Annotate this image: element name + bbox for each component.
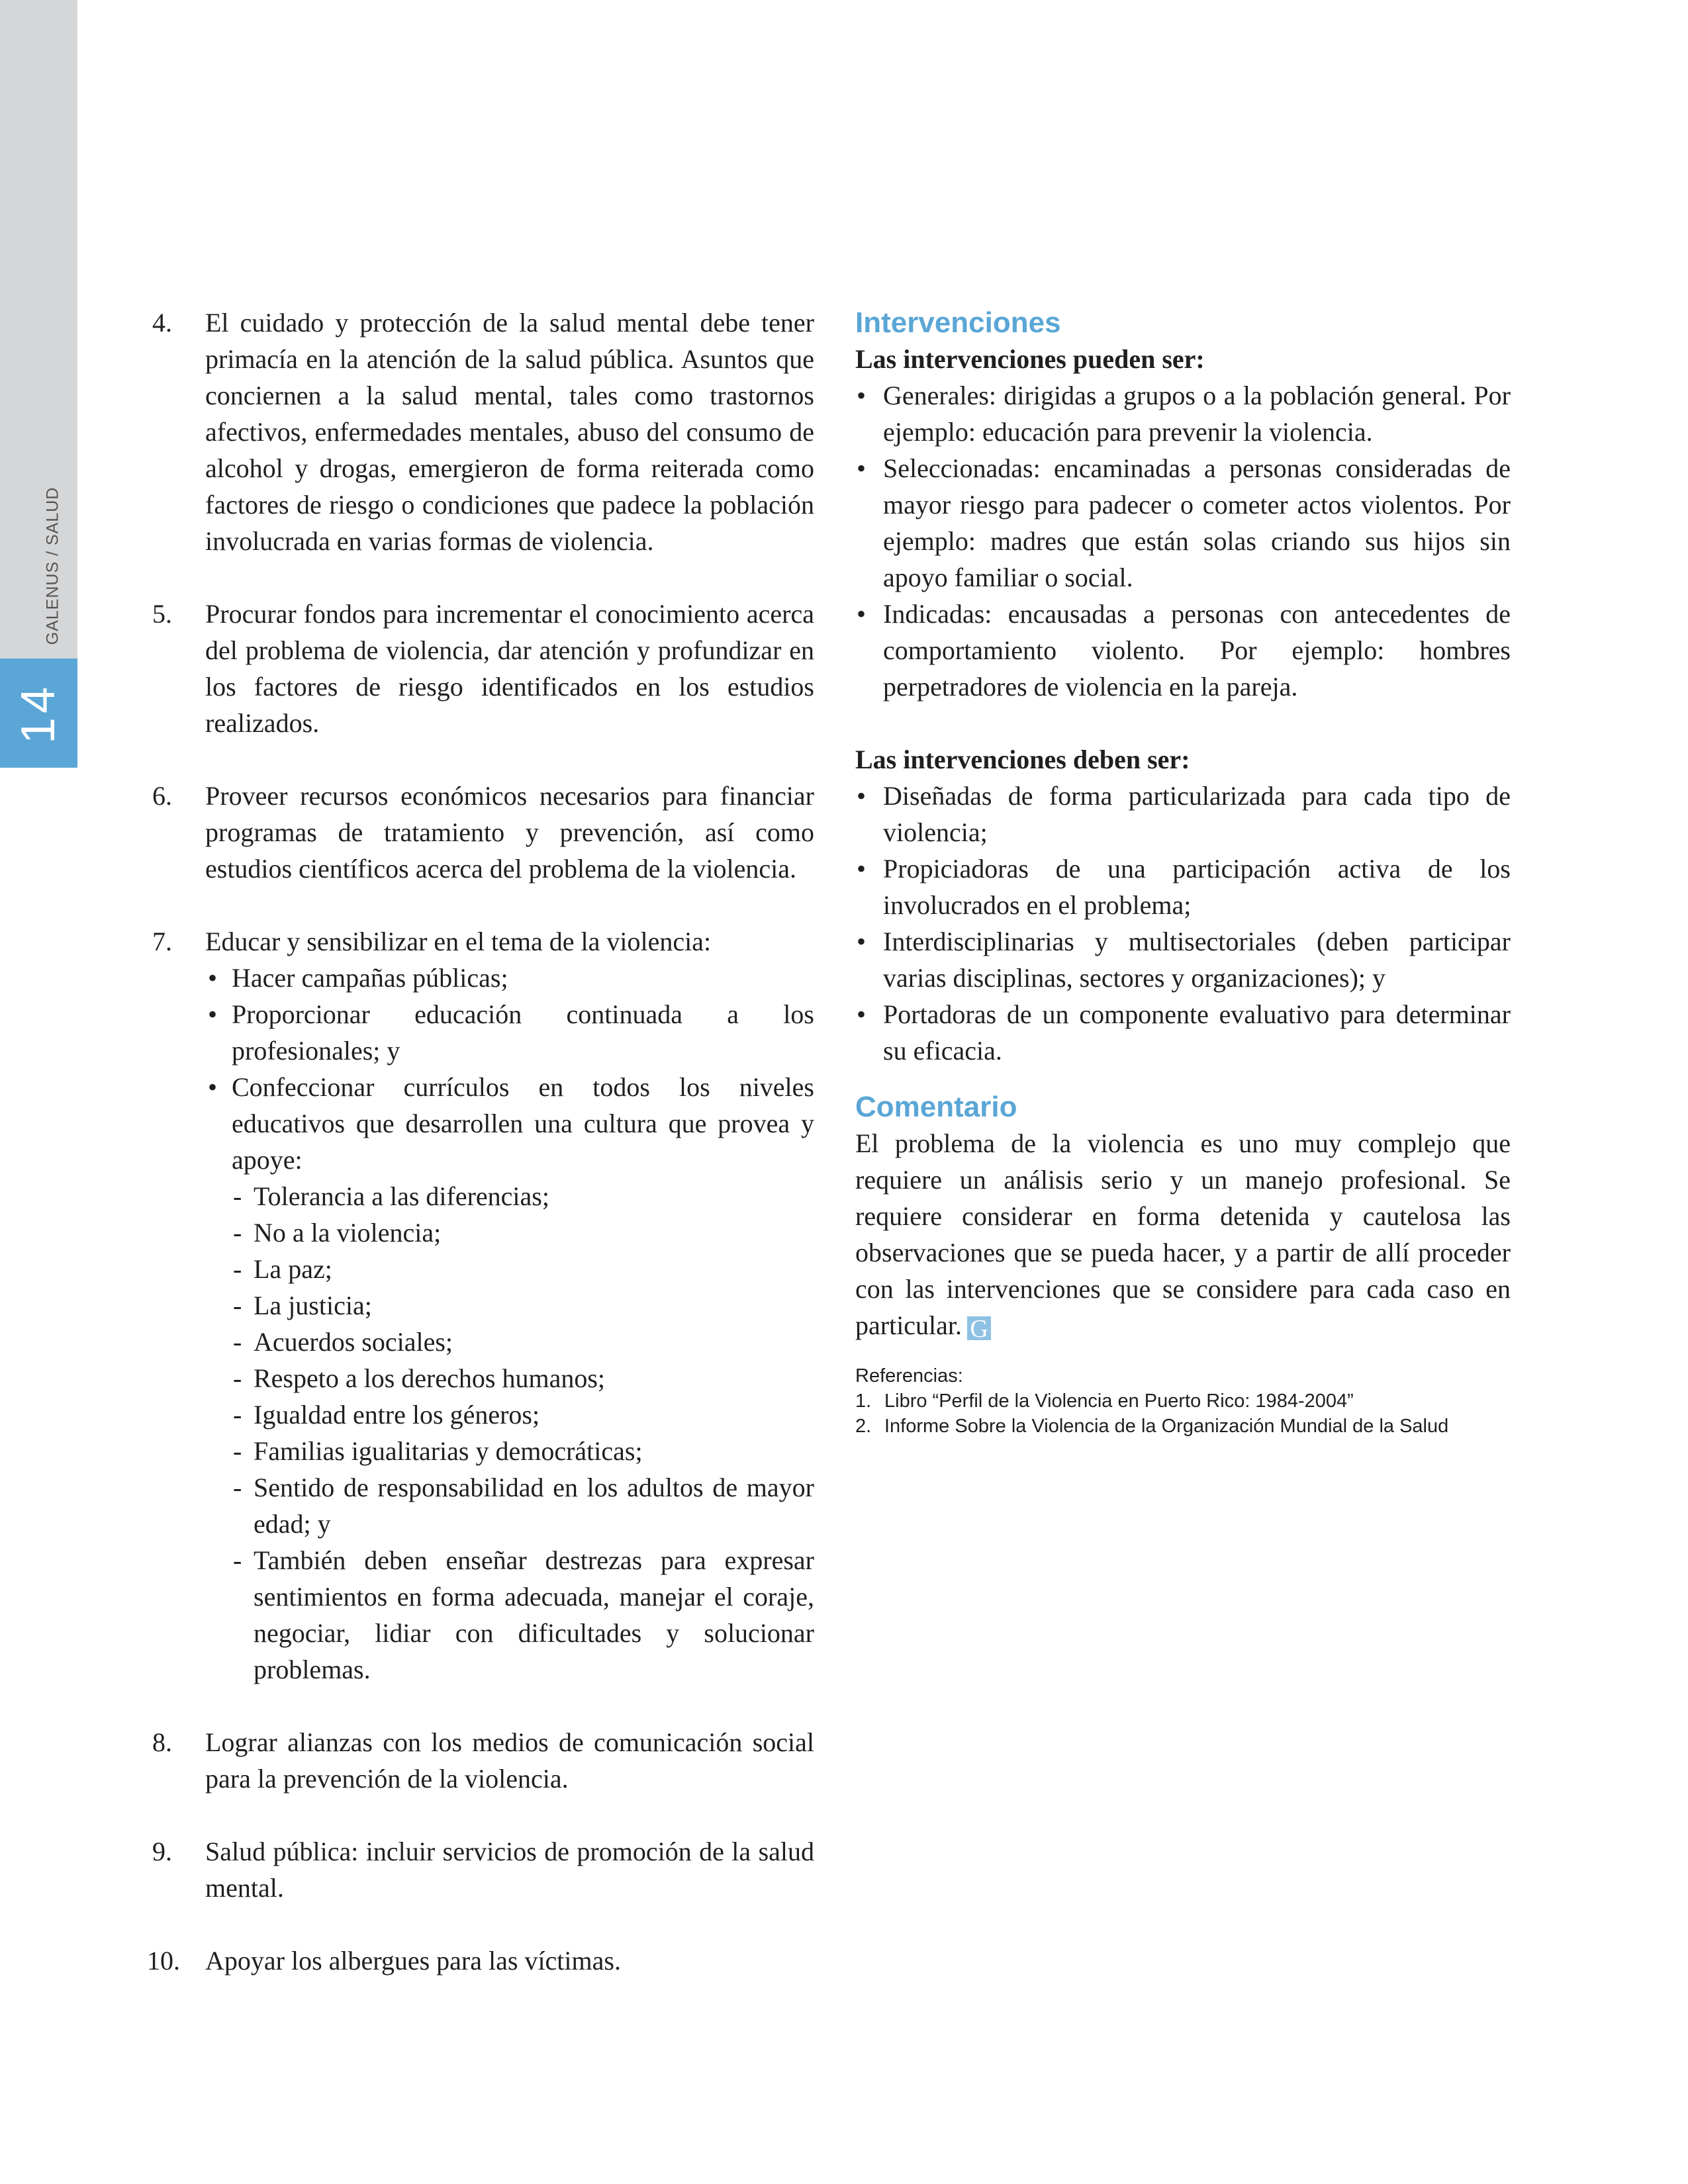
page-number: 14 <box>12 682 65 745</box>
reference-text: Libro “Perfil de la Violencia en Puerto Rico: 1984-2004” <box>884 1390 1354 1412</box>
reference-item <box>855 1388 1511 1414</box>
reference-number: 1. <box>855 1390 872 1412</box>
end-mark-icon: G <box>967 1316 991 1340</box>
item-number: 10. <box>147 1946 180 1976</box>
item-text: Proveer recursos económicos necesarios para financiar programas de tratamiento y prevención, así como estudios científicos acerca del problema de la violencia. <box>205 781 814 884</box>
references <box>855 1363 1511 1439</box>
item-number: 7. <box>152 927 172 956</box>
bullet-item: • Proporcionar educación continuada a los profesionales; y <box>205 996 814 1069</box>
reference-text: Informe Sobre la Violencia de la Organización Mundial de la Salud <box>884 1416 1449 1437</box>
dash-item: - Respeto a los derechos humanos; <box>232 1360 814 1396</box>
section-heading-interventions: Intervenciones <box>855 306 1061 339</box>
list-item-9 <box>152 1833 814 1906</box>
list-item-5 <box>152 596 814 741</box>
comment-paragraph <box>855 1125 1511 1343</box>
side-band <box>0 0 77 768</box>
dash-list <box>232 1178 814 1688</box>
item-number: 4. <box>152 308 172 338</box>
item-text: Educar y sensibilizar en el tema de la violencia: <box>205 927 712 956</box>
references-title: Referencias: <box>855 1365 963 1387</box>
dash-item: - También deben enseñar destrezas para expresar sentimientos en forma adecuada, manejar el coraje, negociar, lidiar con dificultades y solucionar problemas. <box>232 1542 814 1688</box>
item-number: 9. <box>152 1837 172 1866</box>
bullet-item: • Generales: dirigidas a grupos o a la población general. Por ejemplo: educación para prevenir la violencia. <box>855 377 1511 450</box>
dash-item: - Acuerdos sociales; <box>232 1324 814 1360</box>
dash-item: - Igualdad entre los géneros; <box>232 1396 814 1433</box>
list-item-10 <box>147 1942 814 1979</box>
dash-item: - La justicia; <box>232 1287 814 1324</box>
bullet-item: • Diseñadas de forma particularizada para cada tipo de violencia; <box>855 778 1511 850</box>
item-number: 5. <box>152 599 172 629</box>
running-header: GALENUS / SALUD <box>43 486 62 645</box>
bullet-item: • Seleccionadas: encaminadas a personas consideradas de mayor riesgo para padecer o cometer actos violentos. Por ejemplo: madres que están solas criando sus hijos sin apoyo familiar o social. <box>855 450 1511 596</box>
bullet-item: • Portadoras de un componente evaluativo para determinar su eficacia. <box>855 996 1511 1069</box>
dash-item: - Tolerancia a las diferencias; <box>232 1178 814 1214</box>
reference-item <box>855 1414 1511 1439</box>
item-number: 8. <box>152 1727 172 1757</box>
item-text: El cuidado y protección de la salud mental debe tener primacía en la atención de la salud pública. Asuntos que conciernen a la salud mental, tales como trastornos afectivos, enfermedades mentales, abuso del consumo de alcohol y drogas, emergieron de forma reiterada como factores de riesgo o condiciones que padece la población involucrada en varias formas de violencia. <box>205 308 814 556</box>
left-column <box>147 304 814 2015</box>
item-number: 6. <box>152 781 172 811</box>
subheading: Las intervenciones deben ser: <box>855 745 1190 774</box>
item-text: Procurar fondos para incrementar el conocimiento acerca del problema de violencia, dar atención y profundizar en los factores de riesgo identificados en los estudios realizados. <box>205 599 814 738</box>
subheading: Las intervenciones pueden ser: <box>855 344 1205 374</box>
bullet-item: • Hacer campañas públicas; <box>205 960 814 996</box>
dash-item: - Sentido de responsabilidad en los adultos de mayor edad; y <box>232 1469 814 1542</box>
item-text: Lograr alianzas con los medios de comunicación social para la prevención de la violencia. <box>205 1727 814 1794</box>
bullet-item <box>205 1069 814 1688</box>
dash-item: - La paz; <box>232 1251 814 1287</box>
bullet-text: • Confeccionar currículos en todos los niveles educativos que desarrollen una cultura que provea y apoye: <box>232 1072 814 1175</box>
bullet-list <box>855 778 1511 1069</box>
list-item-6 <box>152 778 814 887</box>
bullet-item: • Interdisciplinarias y multisectoriales (deben participar varias disciplinas, sectores y organizaciones); y <box>855 923 1511 996</box>
list-item-8 <box>152 1724 814 1797</box>
bullet-list <box>205 960 814 1688</box>
bullet-item: • Indicadas: encausadas a personas con antecedentes de comportamiento violento. Por ejemplo: hombres perpetradores de violencia en la pareja. <box>855 596 1511 705</box>
dash-item: - Familias igualitarias y democráticas; <box>232 1433 814 1469</box>
references-list <box>855 1388 1511 1439</box>
right-column <box>855 304 1511 1439</box>
item-text: Apoyar los albergues para las víctimas. <box>205 1946 621 1976</box>
dash-item: - No a la violencia; <box>232 1214 814 1251</box>
bullet-list <box>855 377 1511 705</box>
bullet-item: • Propiciadoras de una participación activa de los involucrados en el problema; <box>855 850 1511 923</box>
comment-text: El problema de la violencia es uno muy complejo que requiere un análisis serio y un manejo profesional. Se requiere considerar en forma detenida y cautelosa las observaciones que se pueda hacer, y a partir de allí proceder con las intervenciones que se considere para cada caso en particular. <box>855 1128 1511 1340</box>
reference-number: 2. <box>855 1416 872 1437</box>
list-item-7 <box>152 923 814 1688</box>
list-item-4 <box>152 304 814 559</box>
item-text: Salud pública: incluir servicios de promoción de la salud mental. <box>205 1837 814 1903</box>
section-heading-comment: Comentario <box>855 1091 1017 1123</box>
